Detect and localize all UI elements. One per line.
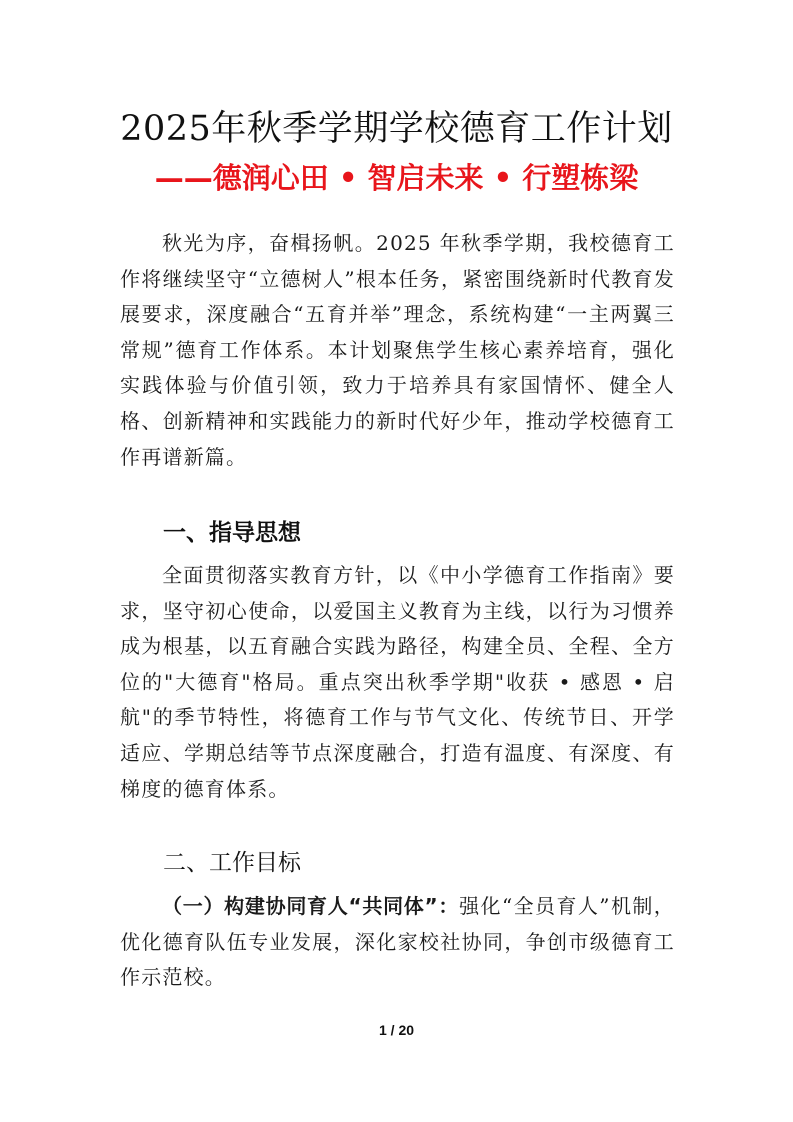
- section-heading-work-goals: 二、工作目标: [163, 850, 301, 876]
- section-heading-guiding-ideology: 一、指导思想: [163, 520, 301, 546]
- intro-paragraph: 秋光为序，奋楫扬帆。2025 年秋季学期，我校德育工作将继续坚守“立德树人”根本任务，紧密围绕新时代教育发展要求，深度融合“五育并举”理念，系统构建“一主两翼三常规”德育工作体系。本计划聚焦学生核心素养培育，强化实践体验与价值引领，致力于培养具有家国情怀、健全人格、创新精神和实践能力的新时代好少年，推动学校德育工作再谱新篇。: [120, 231, 675, 469]
- guiding-ideology-paragraph: 全面贯彻落实教育方针，以《中小学德育工作指南》要求，坚守初心使命，以爱国主义教育为主线，以行为习惯养成为根基，以五育融合实践为路径，构建全员、全程、全方位的"大德育"格局。重点突出秋季学期"收获 • 感恩 • 启航"的季节特性，将德育工作与节气文化、传统节日、开学适应、学期总结等节点深度融合，打造有温度、有深度、有梯度的德育体系。: [120, 563, 675, 801]
- document-title: 2025年秋季学期学校德育工作计划: [120, 109, 673, 149]
- work-goal-lead: （一）构建协同育人“共同体”：: [162, 894, 460, 918]
- document-subtitle: ——德润心田 • 智启未来 • 行塑栋梁: [154, 161, 639, 195]
- work-goals-paragraph: [120, 889, 675, 996]
- work-goal-text: 强化“全员育人”机制，优化德育队伍专业发展，深化家校社协同，争创市级德育工作示范校。: [120, 894, 675, 990]
- page-number: 1 / 20: [378, 1022, 415, 1038]
